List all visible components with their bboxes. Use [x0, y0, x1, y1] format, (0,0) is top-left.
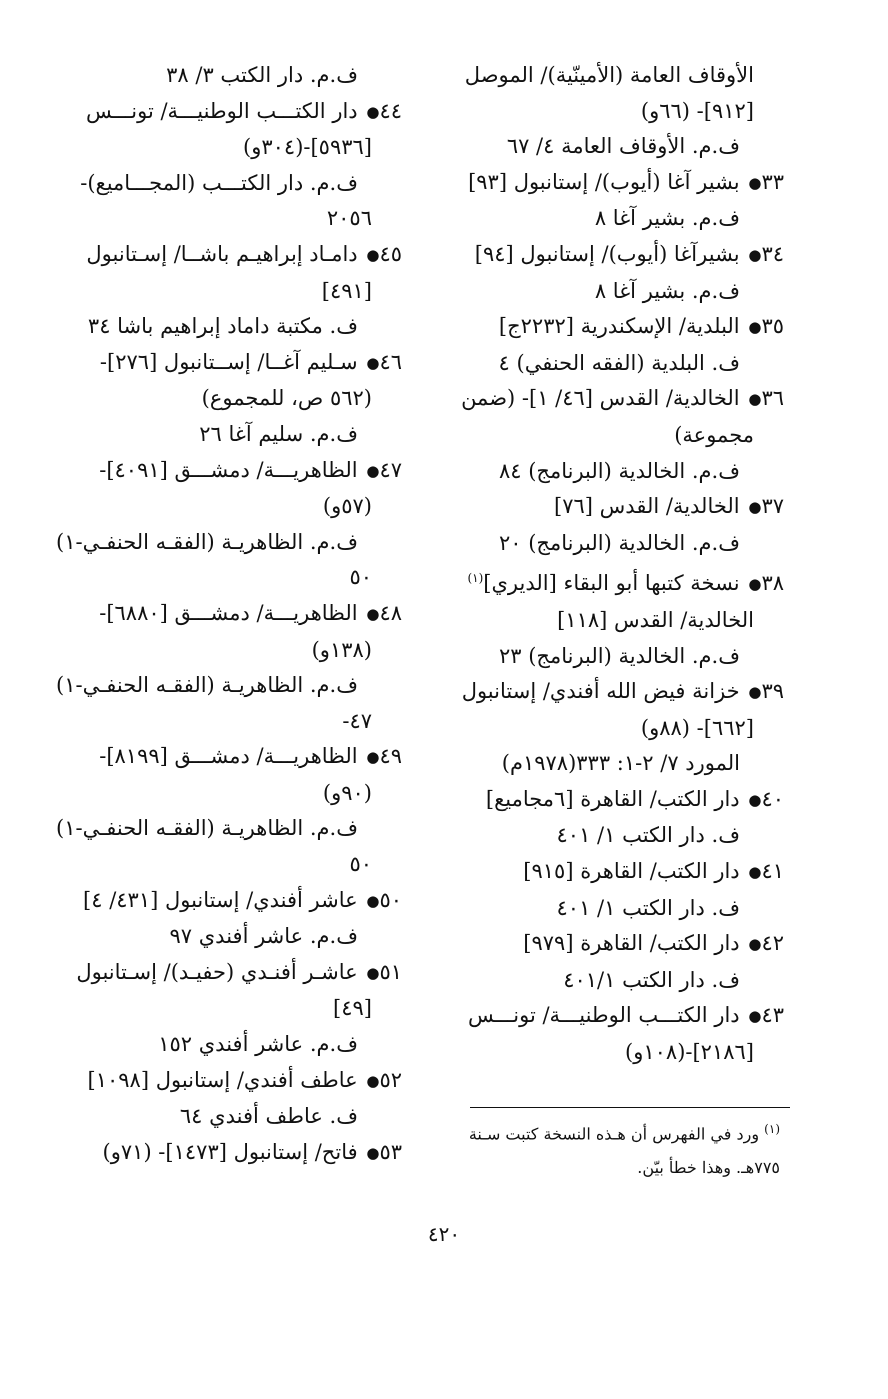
bullet-icon: ●	[748, 245, 762, 264]
entry-continuation: ٤٧-	[342, 708, 372, 733]
entry-text: البلدية/ الإسكندرية [٢٢٣٢ج]	[498, 314, 740, 339]
bullet-icon: ●	[366, 1071, 380, 1090]
entry-number: ٣٤	[761, 241, 784, 266]
catalog-entry	[72, 94, 402, 131]
bullet-icon: ●	[748, 390, 762, 409]
entry-number: ٤٢	[761, 931, 784, 956]
catalog-entry	[454, 561, 784, 603]
source-reference: ف.م. عاشر أفندي ٩٧	[169, 924, 358, 949]
entry-text: دامـاد إبراهيـم باشــا/ إسـتانبول	[86, 241, 358, 266]
source-reference: ف.م. الخالدية (البرنامج) ٢٠	[498, 530, 740, 555]
entry-number: ٣٣	[761, 169, 784, 194]
entry-number: ٤٠	[761, 786, 784, 811]
catalog-entry	[454, 674, 784, 711]
entry-text: الخالدية/ القدس [٤٦/ ١]- (ضمن	[461, 386, 740, 411]
catalog-entry	[454, 998, 784, 1035]
catalog-entry	[72, 453, 402, 490]
catalog-entry	[72, 955, 402, 992]
entry-continuation: (٥٦٢ ص، للمجموع)	[201, 386, 372, 411]
catalog-entry	[454, 489, 784, 526]
bullet-icon: ●	[748, 935, 762, 954]
catalog-entry	[454, 381, 784, 418]
catalog-entry	[72, 345, 402, 382]
source-reference: ف.م. الأوقاف العامة ٤/ ٦٧	[506, 134, 740, 159]
entry-continuation: [٩١٢]- (٦٦و)	[640, 98, 754, 123]
bullet-icon: ●	[748, 575, 762, 594]
bullet-icon: ●	[748, 173, 762, 192]
entry-continuation: [٤٩١]	[321, 278, 372, 303]
bullet-icon: ●	[748, 498, 762, 517]
entry-text: دار الكتب/ القاهرة [٩١٥]	[523, 859, 740, 884]
source-reference: ف.م. الظاهريـة (الفقـه الحنفـي-١)	[56, 529, 358, 554]
source-reference: ف.م. سليم آغا ٢٦	[199, 421, 358, 446]
catalog-entry	[454, 854, 784, 891]
bullet-icon: ●	[748, 1007, 762, 1026]
bullet-icon: ●	[748, 318, 762, 337]
entry-text: دار الكتب/ القاهرة [٦مجاميع]	[485, 786, 740, 811]
source-reference: ف.م. عاشر أفندي ١٥٢	[158, 1032, 358, 1057]
entry-text: الظاهريـــة/ دمشـــق [٦٨٨٠]-	[99, 600, 358, 625]
entry-continuation: (٩٠و)	[322, 780, 372, 805]
entry-number: ٤٦	[379, 349, 402, 374]
source-reference: ف. دار الكتب ١/ ٤٠١	[556, 823, 740, 848]
entry-text: بشير آغا (أيوب)/ إستانبول [٩٣]	[468, 169, 740, 194]
bullet-icon: ●	[366, 604, 380, 623]
source-reference: ف. البلدية (الفقه الحنفي) ٤	[498, 350, 740, 375]
entry-continuation: (٥٧و)	[322, 494, 372, 519]
bullet-icon: ●	[748, 683, 762, 702]
source-reference: ف. دار الكتب ١/ ٤٠١	[556, 895, 740, 920]
catalog-entry	[72, 739, 402, 776]
entry-number: ٤٤	[379, 98, 402, 123]
bullet-icon: ●	[748, 863, 762, 882]
bullet-icon: ●	[366, 353, 380, 372]
catalog-entry	[72, 237, 402, 274]
catalog-entry	[72, 1135, 402, 1172]
entry-number: ٥٣	[379, 1139, 402, 1164]
entry-continuation: [٥٩٣٦]-(٣٠٤و)	[243, 135, 372, 160]
catalog-entry	[454, 165, 784, 202]
source-reference: ف. دار الكتب ٤٠١/١	[563, 967, 740, 992]
right-column	[454, 58, 784, 1071]
entry-continuation: الأوقاف العامة (الأمينّية)/ الموصل	[464, 63, 754, 87]
catalog-entry	[72, 596, 402, 633]
source-reference: المورد ٧/ ٢-١: ٣٣٣(١٩٧٨م)	[501, 751, 740, 776]
entry-text: دار الكتـــب الوطنيـــة/ تونـــس	[468, 1003, 740, 1028]
entry-text: نسخة كتبها أبو البقاء [الديري]	[483, 571, 740, 596]
bullet-icon: ●	[366, 1143, 380, 1162]
entry-text: عاطف أفندي/ إستانبول [١٠٩٨]	[87, 1067, 358, 1092]
entry-number: ٤٧	[379, 457, 402, 482]
footnote-line-2: ٧٧٥هـ. وهذا خطأ بيّن.	[637, 1158, 780, 1178]
bullet-icon: ●	[366, 963, 380, 982]
entry-text: عاشـر أفنـدي (حفيـد)/ إسـتانبول	[76, 959, 358, 984]
entry-number: ٣٥	[761, 314, 784, 339]
entry-continuation: (١٣٨و)	[311, 637, 372, 662]
entry-text: الظاهريـــة/ دمشـــق [٨١٩٩]-	[99, 744, 358, 769]
entry-text: الخالدية/ القدس [٧٦]	[554, 494, 740, 519]
footnote	[440, 1112, 780, 1185]
entry-continuation: مجموعة)	[674, 422, 754, 447]
entry-text: دار الكتـــب الوطنيـــة/ تونـــس	[86, 98, 358, 123]
bullet-icon: ●	[366, 891, 380, 910]
entry-text: سـليم آغــا/ إســتانبول [٢٧٦]-	[99, 349, 358, 374]
entry-number: ٥٠	[379, 887, 402, 912]
bullet-icon: ●	[366, 748, 380, 767]
entry-text: الظاهريـــة/ دمشـــق [٤٠٩١]-	[99, 457, 358, 482]
page-number: ٤٢٠	[427, 1222, 461, 1246]
source-reference: ف.م. الظاهريـة (الفقـه الحنفـي-١)	[56, 816, 358, 841]
entry-text: خزانة فيض الله أفندي/ إستانبول	[461, 679, 740, 704]
entry-continuation: ٥٠	[349, 852, 372, 877]
source-reference: ف.م. دار الكتـــب (المجـــاميع)-	[80, 170, 358, 195]
bullet-icon: ●	[748, 790, 762, 809]
entry-number: ٤٨	[379, 600, 402, 625]
bullet-icon: ●	[366, 102, 380, 121]
bullet-icon: ●	[366, 245, 380, 264]
entry-continuation: الخالدية/ القدس [١١٨]	[557, 607, 754, 632]
entry-number: ٤٣	[761, 1003, 784, 1028]
entry-text: بشيرآغا (أيوب)/ إستانبول [٩٤]	[474, 241, 740, 266]
left-column	[56, 58, 402, 1171]
source-reference: ف.م. بشير آغا ٨	[594, 278, 740, 303]
catalog-entry	[454, 309, 784, 346]
source-reference: ف.م. بشير آغا ٨	[594, 206, 740, 231]
entry-number: ٣٩	[761, 679, 784, 704]
catalog-entry	[454, 926, 784, 963]
entry-number: ٣٨	[761, 571, 784, 596]
catalog-entry	[454, 237, 784, 274]
entry-number: ٣٧	[761, 494, 784, 519]
source-reference: ف.م. الخالدية (البرنامج) ٨٤	[498, 458, 740, 483]
entry-continuation: ٢٠٥٦	[326, 206, 372, 231]
source-reference: ف. عاطف أفندي ٦٤	[179, 1104, 358, 1129]
source-reference: ف.م. الظاهريـة (الفقـه الحنفـي-١)	[56, 673, 358, 698]
entry-number: ٥١	[379, 959, 402, 984]
source-reference: ف. مكتبة داماد إبراهيم باشا ٣٤	[87, 314, 358, 339]
entry-continuation: ٥٠	[349, 565, 372, 590]
footnote-line-1: ورد في الفهرس أن هـذه النسخة كتبت سـنة	[468, 1124, 760, 1144]
entry-text: عاشر أفندي/ إستانبول [٤٣١/ ٤]	[83, 887, 358, 912]
entry-number: ٤٥	[379, 241, 402, 266]
catalog-entry	[454, 782, 784, 819]
entry-continuation: [٦٦٢]- (٨٨و)	[640, 715, 754, 740]
entry-number: ٤١	[761, 859, 784, 884]
footnote-divider	[470, 1107, 790, 1108]
entry-text: فاتح/ إستانبول [١٤٧٣]- (٧١و)	[102, 1139, 358, 1164]
entry-number: ٤٩	[379, 744, 402, 769]
entry-continuation: [٤٩]	[333, 996, 372, 1021]
source-reference: ف.م. الخالدية (البرنامج) ٢٣	[498, 643, 740, 668]
entry-continuation: [٢١٨٦]-(١٠٨و)	[625, 1040, 754, 1065]
bullet-icon: ●	[366, 461, 380, 480]
entry-number: ٣٦	[761, 386, 784, 411]
catalog-entry	[72, 1063, 402, 1100]
entry-text: دار الكتب/ القاهرة [٩٧٩]	[523, 931, 740, 956]
footnote-reference: (١)	[467, 571, 484, 586]
catalog-entry	[72, 883, 402, 920]
source-reference: ف.م. دار الكتب ٣/ ٣٨	[166, 63, 358, 87]
entry-number: ٥٢	[379, 1067, 402, 1092]
footnote-marker: (١)	[764, 1122, 780, 1136]
